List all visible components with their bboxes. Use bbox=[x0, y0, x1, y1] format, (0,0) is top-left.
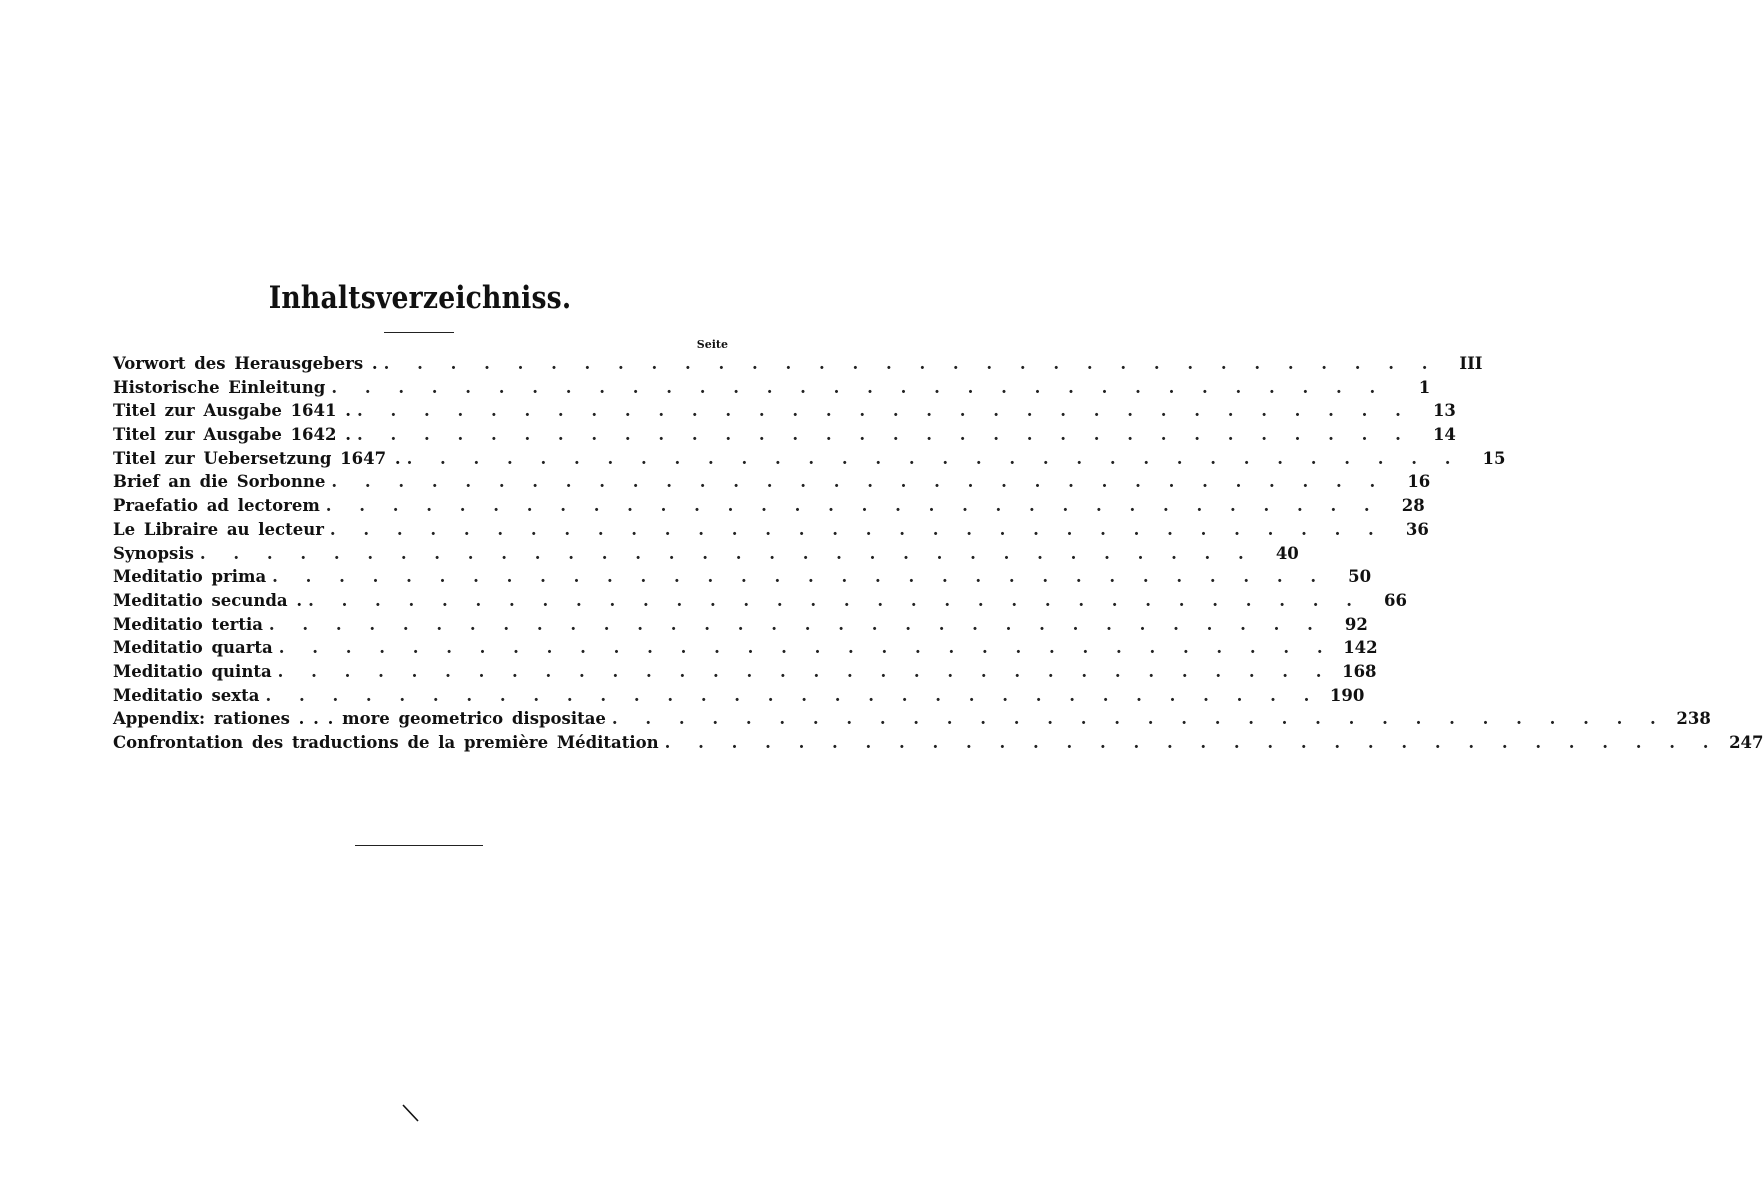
table-of-contents bbox=[113, 354, 1764, 757]
toc-entry[interactable] bbox=[113, 354, 1483, 378]
toc-entry-title: Praefatio ad lectorem bbox=[113, 496, 320, 516]
toc-entry-page: 16 bbox=[1407, 472, 1431, 492]
dot-leader: . . . . . . . . . . . . . . . . . . . . . . . . . . . . . . . . bbox=[383, 354, 1439, 373]
toc-entry-page: 1 bbox=[1418, 377, 1431, 397]
dot-leader: . . . . . . . . . . . . . . . . . . . . . . . . . . . . . . . . bbox=[268, 614, 1324, 634]
toc-entry-title: Brief an die Sorbonne bbox=[113, 472, 326, 492]
dot-leader: . . . . . . . . . . . . . . . . . . . . . . . . . . . . . . . . bbox=[325, 496, 1381, 516]
toc-entry-page: 238 bbox=[1676, 709, 1711, 729]
toc-entry-page: 92 bbox=[1344, 614, 1368, 634]
toc-entry-title: Titel zur Ausgabe 1642 . bbox=[113, 425, 351, 445]
dot-leader: . . . . . . . . . . . . . . . . . . . . . . . . . . . . . . . . bbox=[331, 472, 1387, 492]
stray-mark-icon bbox=[402, 1104, 420, 1122]
toc-entry-page: 13 bbox=[1432, 401, 1456, 421]
dot-leader: . . . . . . . . . . . . . . . . . . . . . . . . . . . . . . . . bbox=[357, 425, 1412, 445]
toc-entry-title: Meditatio sexta bbox=[113, 685, 260, 705]
toc-entry[interactable] bbox=[113, 733, 1764, 757]
dot-leader: . . . . . . . . . . . . . . . . . . . . . . . . . . . . . . . . bbox=[278, 638, 1334, 658]
toc-entry-page: 247 bbox=[1729, 733, 1764, 752]
toc-entry-page: 190 bbox=[1329, 685, 1365, 705]
toc-entry-page: III bbox=[1459, 354, 1483, 373]
toc-entry[interactable] bbox=[113, 590, 1407, 615]
dot-leader: . . . . . . . . . . . . . . . . . . . . . . . . . . . . . . . . bbox=[277, 661, 1333, 681]
dot-leader: . . . . . . . . . . . . . . . . . . . . . . . . . . . . . . . . bbox=[406, 448, 1462, 468]
toc-entry[interactable] bbox=[113, 496, 1425, 520]
toc-entry-title: Historische Einleitung bbox=[113, 377, 326, 397]
toc-entry[interactable] bbox=[113, 448, 1506, 473]
toc-entry-title: Confrontation des traductions de la première Méditation bbox=[113, 733, 659, 752]
dot-leader: . . . . . . . . . . . . . . . . . . . . . . . . . . . . . . . . bbox=[272, 567, 1328, 587]
toc-entry-title: Meditatio secunda . bbox=[113, 590, 303, 610]
toc-entry-page: 168 bbox=[1342, 661, 1377, 681]
toc-entry-page: 28 bbox=[1401, 496, 1425, 516]
toc-entry-title: Titel zur Uebersetzung 1647 . bbox=[113, 448, 401, 468]
dot-leader: . . . . . . . . . . . . . . . . . . . . . . . . . . . . . . . . bbox=[331, 377, 1387, 397]
toc-entry[interactable] bbox=[113, 519, 1429, 544]
toc-entry[interactable] bbox=[113, 567, 1372, 591]
toc-entry-title: Meditatio prima bbox=[113, 567, 267, 587]
closing-divider bbox=[355, 845, 483, 846]
toc-entry[interactable] bbox=[113, 638, 1378, 662]
toc-entry-title: Titel zur Ausgabe 1641 . bbox=[113, 401, 351, 421]
dot-leader: . . . . . . . . . . . . . . . . . . . . . . . . . . . . . . . . bbox=[265, 685, 1321, 705]
toc-entry-title: Meditatio quarta bbox=[113, 638, 273, 658]
dot-leader: . . . . . . . . . . . . . . . . . . . . . . . . . . . . . . . . bbox=[357, 401, 1412, 421]
toc-entry-title: Vorwort des Herausgebers . bbox=[113, 354, 378, 373]
toc-entry[interactable] bbox=[113, 472, 1431, 496]
toc-entry[interactable] bbox=[113, 425, 1456, 449]
toc-entry[interactable] bbox=[113, 614, 1368, 639]
toc-entry-page: 36 bbox=[1405, 519, 1429, 539]
toc-entry[interactable] bbox=[113, 685, 1365, 710]
dot-leader: . . . . . . . . . . . . . . . . . . . . . . . . . . . . . . . . bbox=[329, 519, 1385, 539]
toc-entry[interactable] bbox=[113, 377, 1431, 402]
toc-entry-title: Meditatio quinta bbox=[113, 661, 272, 681]
toc-entry[interactable] bbox=[113, 661, 1377, 686]
title-divider bbox=[384, 332, 454, 333]
dot-leader: . . . . . . . . . . . . . . . . . . . . . . . . . . . . . . . . bbox=[664, 733, 1720, 752]
dot-leader: . . . . . . . . . . . . . . . . . . . . . . . . . . . . . . . . bbox=[199, 543, 1255, 563]
page-title: Inhaltsverzeichniss. bbox=[268, 280, 572, 316]
toc-entry-page: 15 bbox=[1482, 448, 1506, 468]
toc-entry[interactable] bbox=[113, 401, 1456, 425]
toc-entry-title: Synopsis bbox=[113, 543, 194, 563]
toc-entry-title: Appendix: rationes . . . more geometrico dispositae bbox=[113, 709, 606, 729]
toc-entry-page: 66 bbox=[1384, 590, 1407, 610]
toc-entry-title: Meditatio tertia bbox=[113, 614, 263, 634]
toc-entry-page: 14 bbox=[1432, 425, 1456, 445]
toc-entry-page: 50 bbox=[1348, 567, 1372, 587]
dot-leader: . . . . . . . . . . . . . . . . . . . . . . . . . . . . . . . . bbox=[611, 709, 1667, 729]
toc-entry-title: Le Libraire au lecteur bbox=[113, 519, 324, 539]
page-column-label: Seite bbox=[696, 338, 728, 351]
toc-entry[interactable] bbox=[113, 709, 1711, 733]
toc-entry-page: 40 bbox=[1275, 543, 1299, 563]
toc-entry-page: 142 bbox=[1343, 638, 1378, 658]
toc-entry[interactable] bbox=[113, 543, 1299, 568]
dot-leader: . . . . . . . . . . . . . . . . . . . . . . . . . . . . . . . . bbox=[308, 590, 1363, 610]
